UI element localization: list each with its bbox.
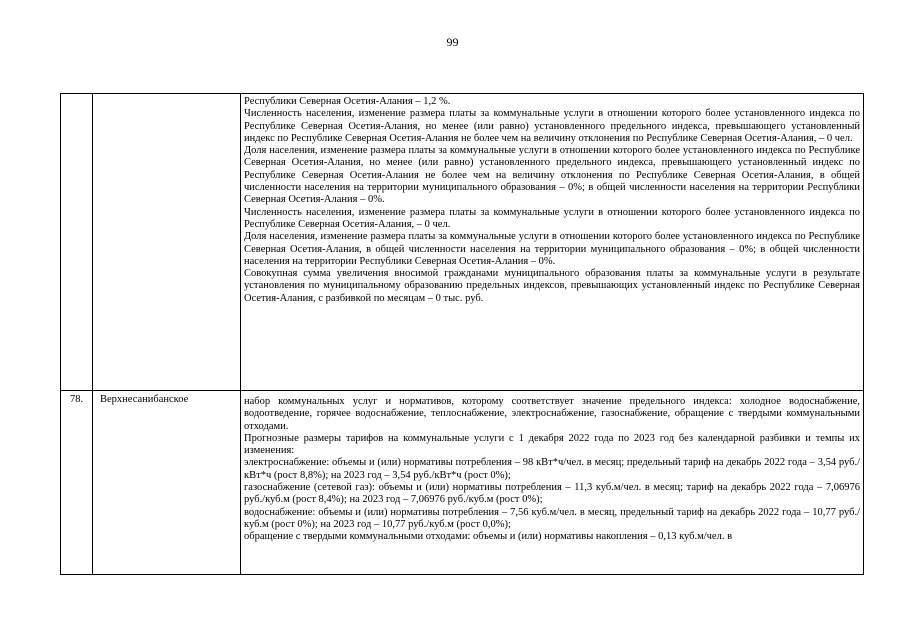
municipality-name-cell [93, 391, 241, 575]
paragraph: газоснабжение (сетевой газ): объемы и (или) нормативы потребления – 11,3 куб.м/чел. в месяц; тариф на декабрь 2022 года – 7,06976 руб./куб.м (рост 8,4%); на 2023 год – 7,06976 руб./куб.м (рост 0%); [244, 482, 860, 506]
paragraph: Доля населения, изменение размера платы за коммунальные услуги в отношении которого более установленного индекса по Республике Северная Осетия-Алания, в общей численности населения на территории муниципального образования – 0%; в общей численности населения на территории Республики Северная Осетия-Алания – 0%. [244, 231, 860, 267]
paragraph: обращение с твердыми коммунальными отходами: объемы и (или) нормативы накопления – 0,13 куб.м/чел. в [244, 531, 733, 543]
paragraph: Численность населения, изменение размера платы за коммунальные услуги в отношении которого более установленного индекса по Республике Северная Осетия-Алания, – 0 чел. [244, 206, 860, 230]
municipal-table [60, 93, 864, 575]
paragraph: набор коммунальных услуг и нормативов, которому соответствует значение предельного индекса: холодное водоснабжение, водоотведение, горячее водоснабжение, теплоснабжение, электроснабжение, газоснабжение, обращение с твердыми коммунальными отходами. [244, 396, 860, 432]
table-row [61, 94, 864, 391]
paragraph: водоснабжение: объемы и (или) нормативы потребления – 7,56 куб.м/чел. в месяц, предельный тариф на декабрь 2022 года – 10,77 руб./куб.м (рост 0%); на 2023 год – 10,77 руб./куб.м (рост 0,0%); [244, 506, 860, 530]
table-row [61, 391, 864, 575]
row-number-cell [61, 391, 93, 575]
paragraph: Прогнозные размеры тарифов на коммунальные услуги с 1 декабря 2022 года по 2023 год без календарной разбивки и темпы их изменения: [244, 432, 860, 457]
municipality-name [93, 94, 240, 97]
description-cell [241, 94, 864, 391]
paragraph: Республики Северная Осетия-Алания – 1,2 %. [244, 96, 451, 107]
row-number-cell [61, 94, 93, 391]
paragraph: электроснабжение: объемы и (или) нормативы потребления – 98 кВт*ч/чел. в месяц; предельный тариф на декабрь 2022 года – 3,54 руб./кВт*ч (рост 8,8%); на 2023 год – 3,54 руб./кВт*ч (рост 0%); [244, 457, 860, 481]
paragraph: Численность населения, изменение размера платы за коммунальные услуги в отношении которого более установленного индекса по Республике Северная Осетия-Алания, но менее (или равно) установленного предельного индекса, превышающего установленный индекс по Республике Северная Осетия-Алания не более чем на величину отклонения по Республике Северная Осетия-Алания, – 0 чел. [244, 108, 860, 144]
description-cell [241, 391, 864, 575]
paragraph: Совокупная сумма увеличения вносимой гражданами муниципального образования платы за коммунальные услуги в результате установления по муниципальному образованию предельных индексов, превышающих установленный индекс по Республике Северная Осетия-Алания, с разбивкой по месяцам – 0 тыс. руб. [244, 268, 860, 304]
description-text [241, 94, 863, 390]
row-number [61, 94, 92, 97]
municipality-name: Верхнесанибанское [100, 394, 189, 405]
description-text [241, 391, 863, 574]
row-number: 78. [70, 394, 84, 405]
page-number: 99 [446, 35, 459, 49]
municipality-name-cell [93, 94, 241, 391]
paragraph: Доля населения, изменение размера платы за коммунальные услуги в отношении которого более установленного индекса по Республике Северная Осетия-Алания, но менее (или равно) установленного предельного индекса, превышающего установленный индекс по Республике Северная Осетия-Алания не более чем на величину отклонения по Республике Северная Осетия-Алания, в общей численности населения на территории муниципального образования – 0%; в общей численности населения на территории Республики Северная Осетия-Алания – 0%. [244, 145, 860, 206]
